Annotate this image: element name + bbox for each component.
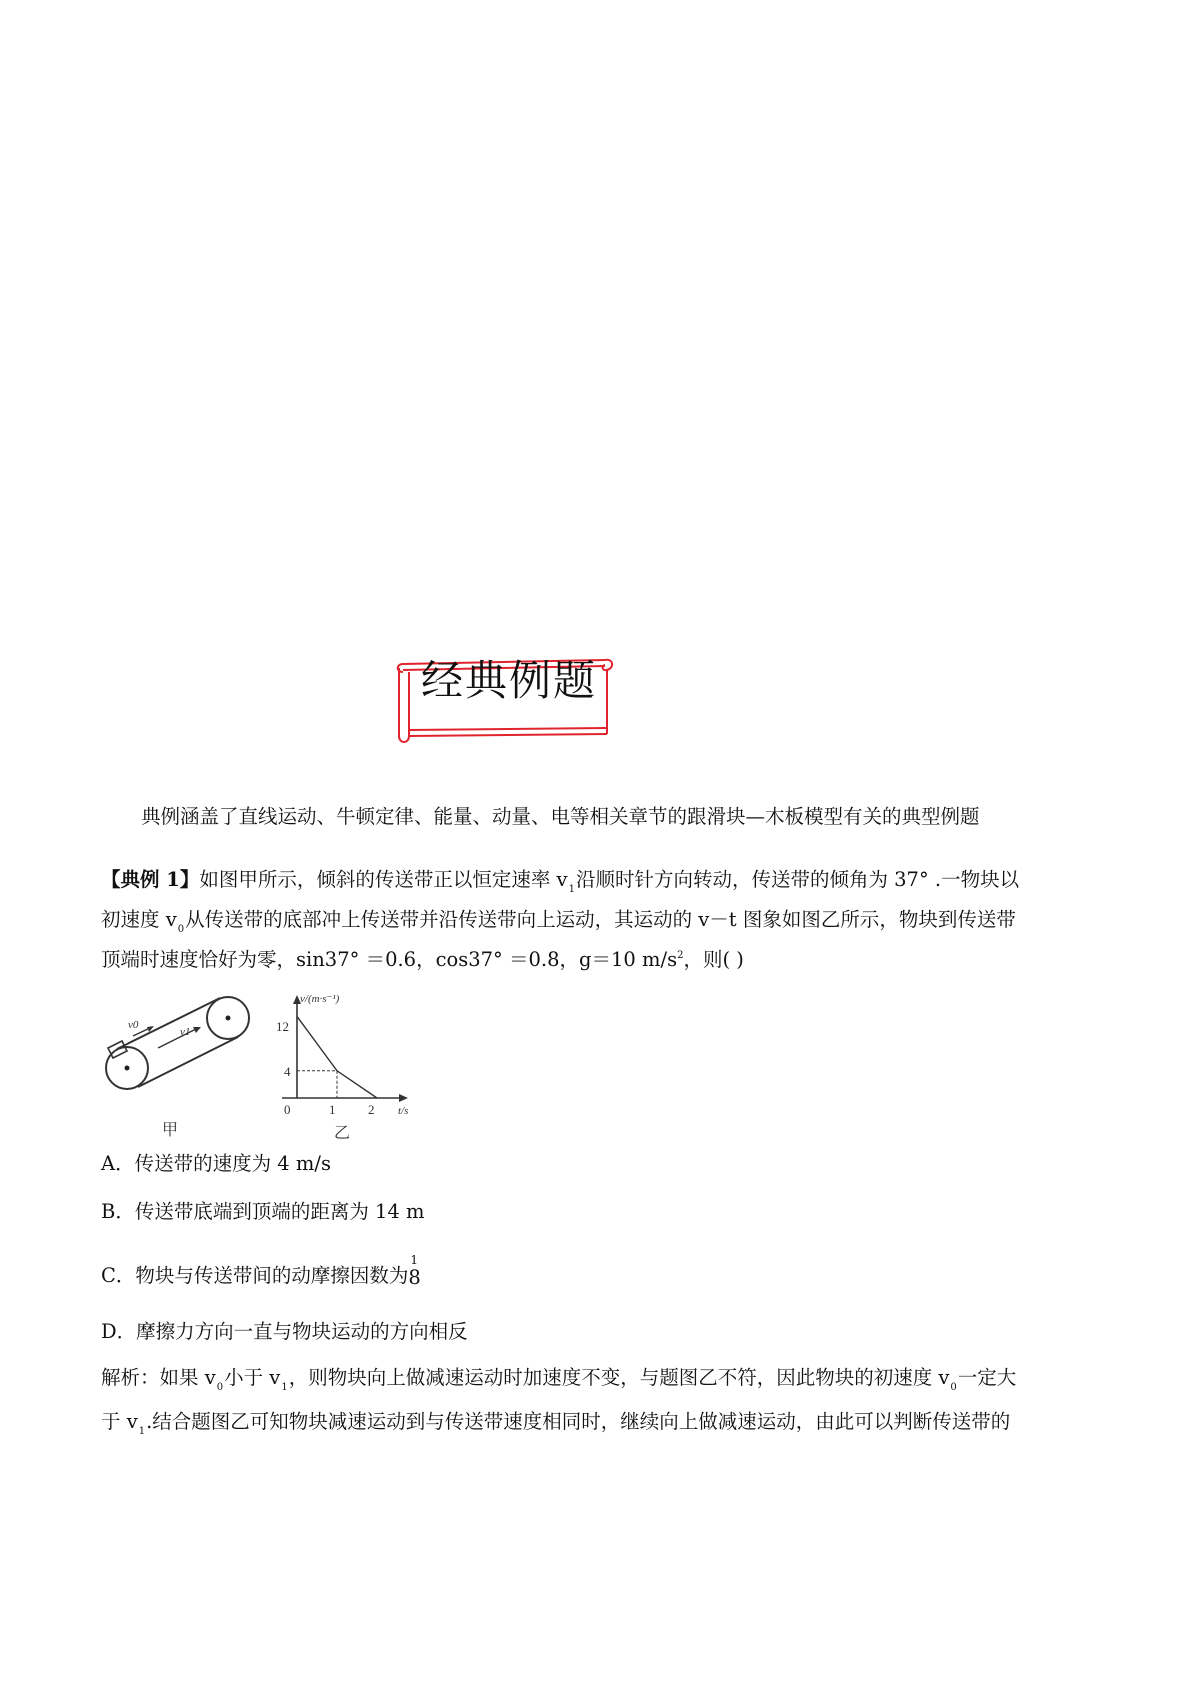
subscript: 1: [281, 1382, 288, 1393]
velocity-line: [297, 1016, 377, 1098]
problem-line-3: [101, 946, 744, 978]
x-axis-arrow-icon: [399, 1094, 408, 1102]
option-c: [101, 1253, 422, 1290]
figure-yi: [272, 988, 422, 1153]
figure-yi-label: 乙: [334, 1125, 351, 1142]
subscript: 0: [216, 1382, 224, 1393]
analysis-text: 于 v: [101, 1410, 138, 1433]
analysis-text: 小于 v: [224, 1366, 281, 1389]
problem-text: 沿顺时针方向转动，传送带的倾角为 37° .一物块以: [575, 868, 1020, 891]
problem-text: 如图甲所示，倾斜的传送带正以恒定速率 v: [199, 868, 568, 891]
problem-text: 从传送带的底部冲上传送带并沿传送带向上运动，其运动的 v－t 图象如图乙所示，物块到传送带: [185, 908, 1016, 931]
y-axis-label: v/(m·s⁻¹): [300, 993, 340, 1005]
origin-label: 0: [284, 1102, 291, 1117]
intro-text: 典例涵盖了直线运动、牛顿定律、能量、动量、电等相关章节的跟滑块—木板模型有关的典型例题: [141, 805, 980, 828]
v1-label: v1: [180, 1026, 191, 1038]
conveyor-belt-diagram: [100, 990, 260, 1150]
problem-line-2: [101, 906, 1016, 938]
fraction: [408, 1253, 422, 1290]
subscript: 0: [950, 1382, 957, 1393]
analysis-line-2: [101, 1408, 1010, 1440]
banner-title: 经典例题: [421, 656, 598, 705]
problem-text: 初速度 v: [101, 908, 177, 931]
option-b: B．传送带底端到顶端的距离为 14 m: [101, 1200, 425, 1223]
figure-jia: [100, 990, 260, 1150]
analysis-text: 一定大: [957, 1366, 1017, 1389]
analysis-text: .结合题图乙可知物块减速运动到与传送带速度相同时，继续向上做减速运动，由此可以判断传送带的: [146, 1410, 1011, 1433]
y-tick-label: 12: [276, 1019, 289, 1034]
x-tick-label: 1: [329, 1102, 336, 1117]
fraction-numerator: 1: [410, 1253, 419, 1267]
option-a: A．传送带的速度为 4 m/s: [101, 1152, 331, 1175]
problem-label: 【典例 1】: [101, 868, 200, 891]
problem-text: ，则( ): [683, 948, 744, 971]
superscript: 2: [677, 950, 684, 961]
y-tick-label: 4: [284, 1064, 291, 1079]
option-c-text: C．物块与传送带间的动摩擦因数为: [101, 1264, 409, 1287]
fraction-denominator: 8: [408, 1266, 421, 1289]
analysis-line-1: [101, 1364, 1016, 1396]
subscript: 0: [177, 924, 185, 935]
subscript: 1: [568, 884, 575, 895]
figure-jia-label: 甲: [162, 1122, 179, 1139]
vt-graph: [272, 988, 422, 1153]
analysis-text: ，则物块向上做减速运动时加速度不变，与题图乙不符，因此物块的初速度 v: [288, 1366, 950, 1389]
subscript: 1: [138, 1426, 146, 1437]
v0-label: v0: [128, 1019, 139, 1031]
x-tick-label: 2: [368, 1102, 375, 1117]
section-banner: [393, 650, 618, 750]
x-axis-label: t/s: [398, 1105, 409, 1117]
option-d: D．摩擦力方向一直与物块运动的方向相反: [101, 1320, 468, 1343]
problem-text: 顶端时速度恰好为零，sin37° ＝0.6，cos37° ＝0.8，g＝10 m/s: [101, 948, 678, 971]
analysis-text: 解析：如果 v: [101, 1366, 216, 1389]
problem-line-1: [101, 866, 1019, 898]
